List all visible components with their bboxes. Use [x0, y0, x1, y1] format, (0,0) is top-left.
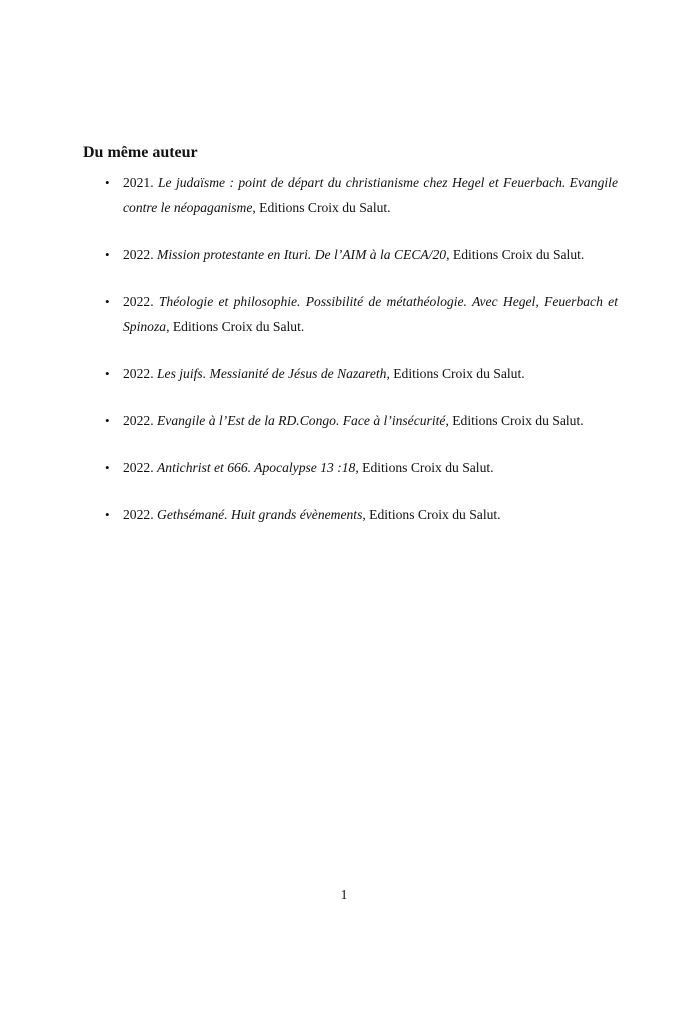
page-number: 1: [340, 887, 348, 902]
work-publisher: , Editions Croix du Salut.: [446, 247, 585, 262]
work-title: Antichrist et 666. Apocalypse 13 :18: [157, 460, 356, 475]
list-item: [0, 242, 700, 267]
bullet-icon: •: [105, 507, 110, 522]
work-year: 2022.: [123, 366, 154, 381]
work-publisher: , Editions Croix du Salut.: [386, 366, 525, 381]
list-item: [0, 361, 700, 386]
list-item: [0, 455, 700, 480]
work-title: Le judaïsme : point de départ du christianisme chez Hegel et Feuerbach. Evangile contre le néopaganisme: [123, 175, 618, 215]
work-year: 2021.: [123, 175, 154, 190]
section-heading: Du même auteur: [83, 144, 198, 161]
bullet-icon: •: [105, 294, 110, 309]
work-publisher: , Editions Croix du Salut.: [362, 507, 501, 522]
bullet-icon: •: [105, 366, 110, 381]
list-item: [0, 502, 700, 527]
work-title: Théologie et philosophie. Possibilité de métathéologie. Avec Hegel, Feuerbach et Spinoza: [123, 294, 618, 334]
work-title: Les juifs. Messianité de Jésus de Nazareth: [157, 366, 387, 381]
list-item: [0, 289, 700, 339]
bullet-icon: •: [105, 175, 110, 190]
work-title: Evangile à l’Est de la RD.Congo. Face à l’insécurité: [157, 413, 446, 428]
bullet-icon: •: [105, 247, 110, 262]
work-year: 2022.: [123, 507, 154, 522]
work-publisher: , Editions Croix du Salut.: [166, 319, 305, 334]
work-year: 2022.: [123, 294, 154, 309]
work-year: 2022.: [123, 247, 154, 262]
work-year: 2022.: [123, 460, 154, 475]
bullet-icon: •: [105, 460, 110, 475]
work-publisher: , Editions Croix du Salut.: [355, 460, 494, 475]
work-title: Gethsémané. Huit grands évènements: [157, 507, 363, 522]
work-publisher: , Editions Croix du Salut.: [252, 200, 391, 215]
work-year: 2022.: [123, 413, 154, 428]
list-item: [0, 170, 700, 220]
bullet-icon: •: [105, 413, 110, 428]
list-item: [0, 408, 700, 433]
work-publisher: , Editions Croix du Salut.: [445, 413, 584, 428]
bibliography-list: [0, 170, 700, 549]
work-title: Mission protestante en Ituri. De l’AIM à la CECA/20: [157, 247, 447, 262]
